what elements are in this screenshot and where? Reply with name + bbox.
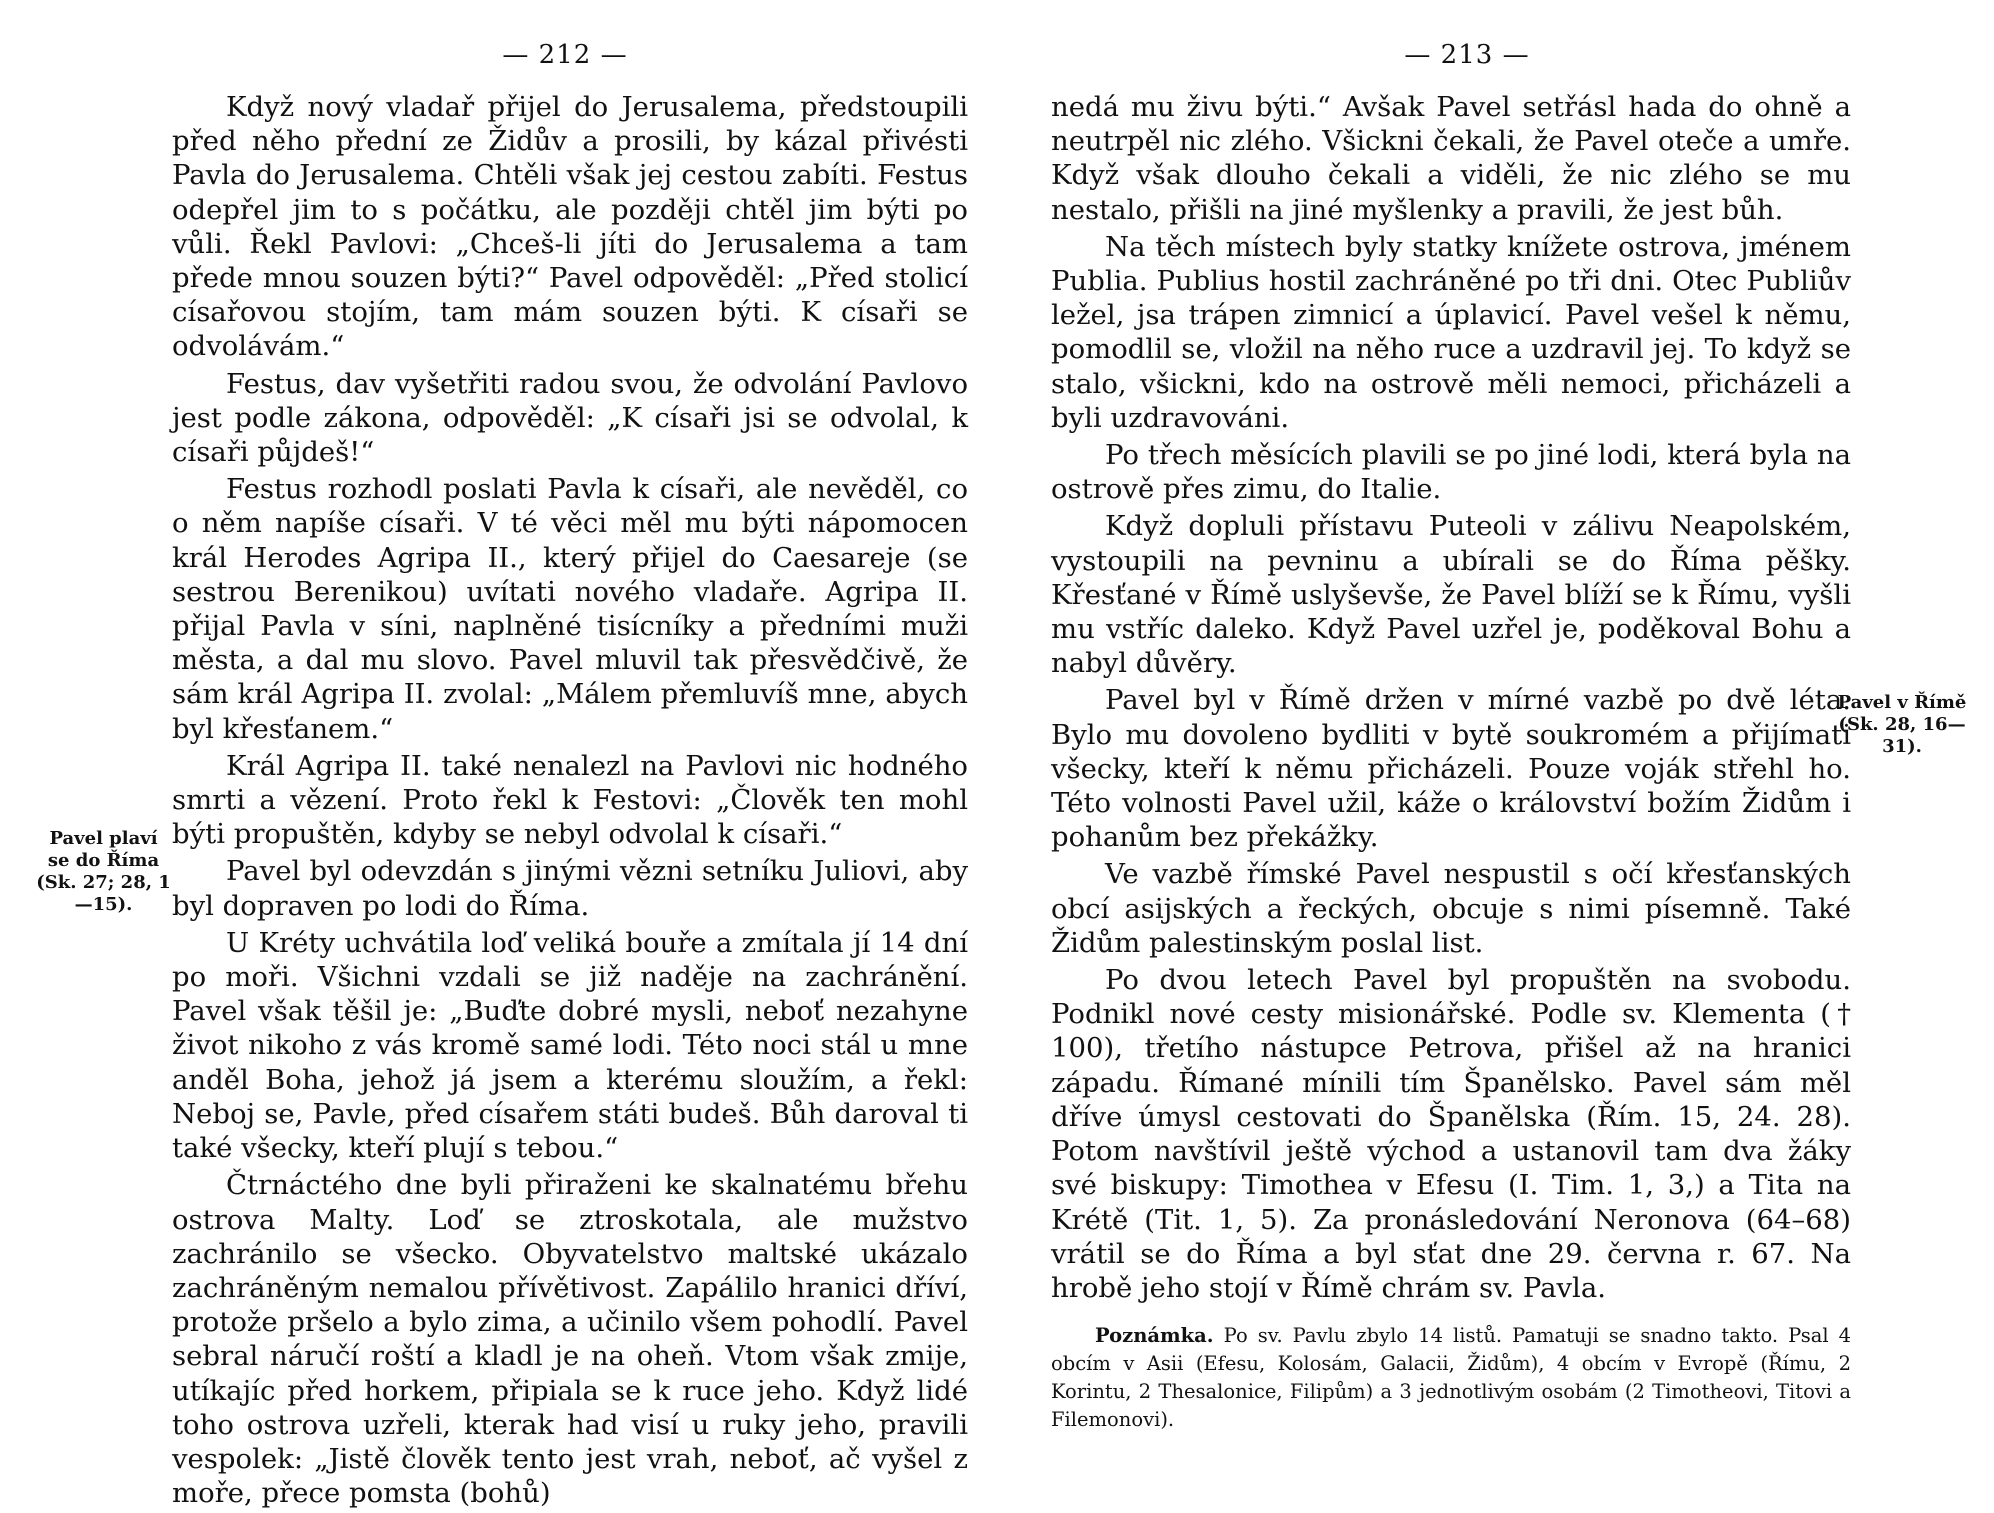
right-text-column	[1051, 90, 1851, 1308]
left-text-column	[172, 90, 968, 1513]
paragraph: Když nový vladař přijel do Jerusalema, předstoupili před něho přední ze Židův a prosili, by kázal přivésti Pavla do Jerusalema. Chtěli však jej cestou zabíti. Festus odepřel jim to s počátku, ale později chtěl jim býti po vůli. Řekl Pavlovi: „Chceš-li jíti do Jerusalema a tam přede mnou souzen býti?“ Pavel odpověděl: „Před stolicí císařovou stojím, tam mám souzen býti. K císaři se odvolávám.“	[172, 91, 968, 363]
paragraph: U Kréty uchvátila loď veliká bouře a zmítala jí 14 dní po moři. Všichni vzdali se již naděje na zachránění. Pavel však těšil je: „Buďte dobré mysli, neboť nezahyne život nikoho z vás kromě samé lodi. Této noci stál u mne anděl Boha, jehož já jsem a kterému sloužím, a řekl: Neboj se, Pavle, před císařem státi budeš. Bůh daroval ti také všecky, kteří plují s tebou.“	[172, 926, 968, 1165]
paragraph: Po třech měsících plavili se po jiné lodi, která byla na ostrově přes zimu, do Italie.	[1051, 439, 1851, 506]
paragraph: Čtrnáctého dne byli přiraženi ke skalnatému břehu ostrova Malty. Loď se ztroskotala, ale mužstvo zachránilo se všecko. Obyvatelstvo maltské ukázalo zachráněným nemalou přívětivost. Zapálilo hranici dříví, protože pršelo a bylo zima, a učinilo všem pohodlí. Pavel sebral náručí roští a kladl je na oheň. Vtom však zmije, utíkajíc před horkem, připiala se k ruce jeho. Když lidé toho ostrova uzřeli, kterak had visí u ruky jeho, pravili vespolek: „Jistě člověk tento jest vrah, neboť, ač vyšel z moře, přece pomsta (bohů)	[172, 1169, 968, 1510]
paragraph: Pavel byl v Římě držen v mírné vazbě po dvě léta. Bylo mu dovoleno bydliti v bytě soukromém a přijímati všecky, kteří k němu přicházeli. Pouze voják střehl ho. Této volnosti Pavel užil, káže o království božím Židům i pohanům bez překážky.	[1051, 684, 1851, 854]
paragraph: Na těch místech byly statky knížete ostrova, jménem Publia. Publius hostil zachráněné po tři dni. Otec Publiův ležel, jsa trápen zimnicí a úplavicí. Pavel vešel k němu, pomodlil se, vložil na něho ruce a uzdravil jej. To když se stalo, všickni, kdo na ostrově měli nemoci, přicházeli a byli uzdravováni.	[1051, 230, 1851, 434]
margin-note-right: Pavel v Římě (Sk. 28, 16—31).	[1837, 692, 1967, 757]
paragraph: Když dopluli přístavu Puteoli v zálivu Neapolském, vystoupili na pevninu a ubírali se do Říma pěšky. Křesťané v Římě uslyševše, že Pavel blíží se k Římu, vyšli mu vstříc daleko. Když Pavel uzřel je, poděkoval Bohu a nabyl důvěry.	[1051, 510, 1851, 680]
left-page	[0, 0, 997, 1510]
paragraph: Ve vazbě římské Pavel nespustil s očí křesťanských obcí asijských a řeckých, obcuje s nimi písemně. Také Židům palestinským poslal list.	[1051, 858, 1851, 959]
footnote-text: Po sv. Pavlu zbylo 14 listů. Pamatuji se snadno takto. Psal 4 obcím v Asii (Efesu, Kolosám, Galacii, Židům), 4 obcím v Evropě (Římu, 2 Korintu, 2 Thesalonice, Filipům) a 3 jednotlivým osobám (2 Timotheovi, Titovi a Filemonovi).	[1051, 1324, 1851, 1431]
footnote	[1051, 1322, 1851, 1434]
margin-note-left: Pavel plaví se do Říma (Sk. 27; 28, 1—15).	[36, 828, 171, 915]
paragraph: nedá mu živu býti.“ Avšak Pavel setřásl hada do ohně a neutrpěl nic zlého. Všickni čekali, že Pavel oteče a umře. Když však dlouho čekali a viděli, že nic zlého se mu nestalo, přišli na jiné myšlenky a pravili, že jest bůh.	[1051, 91, 1851, 226]
paragraph: Po dvou letech Pavel byl propuštěn na svobodu. Podnikl nové cesty misionářské. Podle sv. Klementa († 100), třetího nástupce Petrova, přišel až na hranici západu. Římané mínili tím Španělsko. Pavel sám měl dříve úmysl cestovati do Španělska (Řím. 15, 24. 28). Potom navštívil ještě východ a ustanovil tam dva žáky své biskupy: Timothea v Efesu (I. Tim. 1, 3,) a Tita na Krétě (Tit. 1, 5). Za pronásledování Neronova (64–68) vrátil se do Říma a byl sťat dne 29. června r. 67. Na hrobě jeho stojí v Římě chrám sv. Pavla.	[1051, 964, 1851, 1304]
paragraph: Král Agripa II. také nenalezl na Pavlovi nic hodného smrti a vězení. Proto řekl k Festovi: „Člověk ten mohl býti propuštěn, kdyby se nebyl odvolal k císaři.“	[172, 749, 968, 851]
paragraph: Pavel byl odevzdán s jinými vězni setníku Juliovi, aby byl dopraven po lodi do Říma.	[172, 855, 968, 922]
paragraph: Festus, dav vyšetřiti radou svou, že odvolání Pavlovo jest podle zákona, odpověděl: „K císaři jsi se odvolal, k císaři půjdeš!“	[172, 367, 968, 469]
page-number-right: — 213 —	[1404, 40, 1530, 70]
paragraph: Festus rozhodl poslati Pavla k císaři, ale nevěděl, co o něm napíše císaři. V té věci měl mu býti nápomocen král Herodes Agripa II., který přijel do Caesareje (se sestrou Berenikou) uvítati nového vladaře. Agripa II. přijal Pavla v síni, naplněné tisícníky a předními muži města, a dal mu slovo. Pavel mluvil tak přesvědčivě, že sám král Agripa II. zvolal: „Málem přemluvíš mne, abych byl křesťanem.“	[172, 473, 968, 745]
page-number-left: — 212 —	[502, 40, 628, 70]
right-page	[997, 0, 1994, 1500]
footnote-label: Poznámka.	[1095, 1324, 1214, 1347]
